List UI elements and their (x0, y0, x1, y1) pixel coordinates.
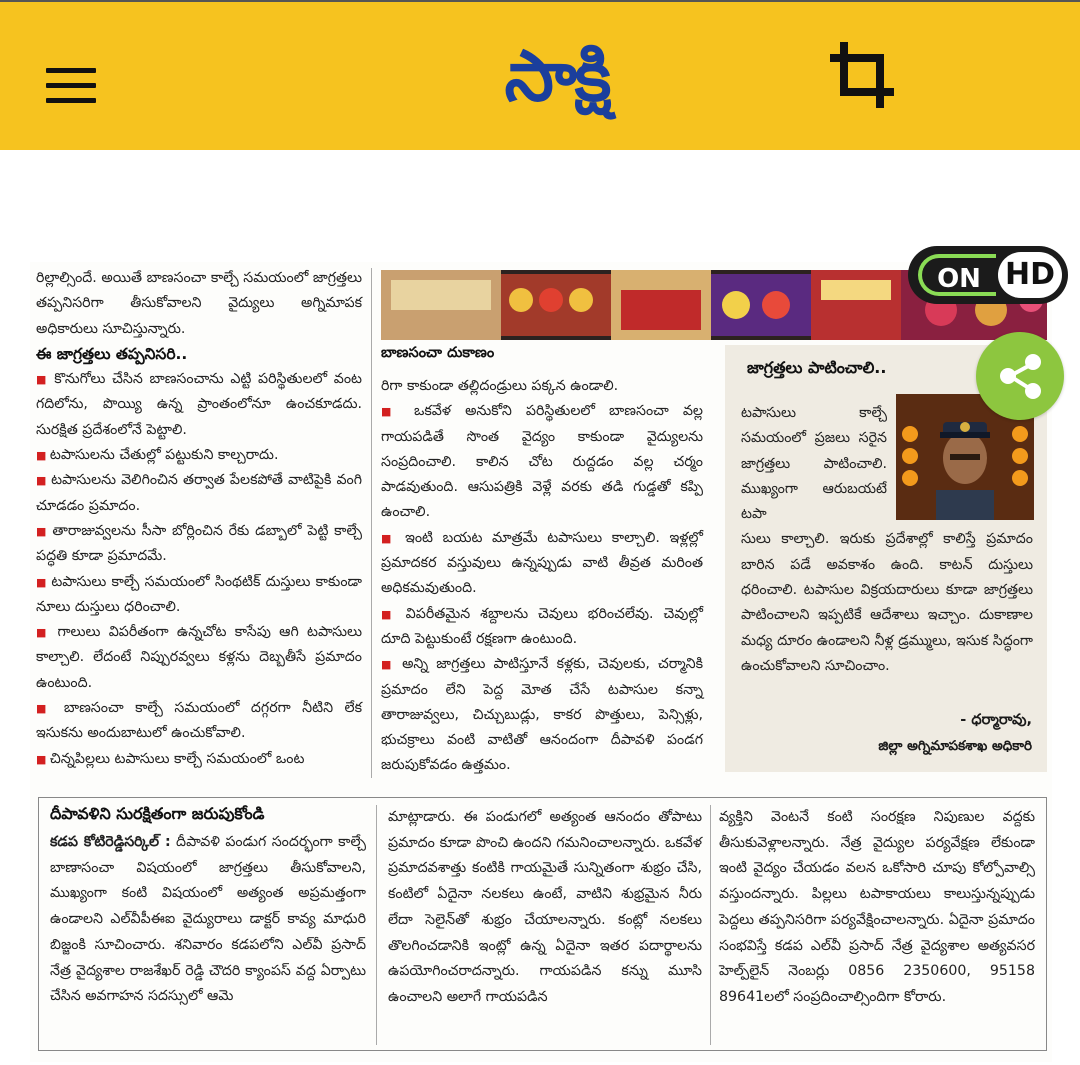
bottom-article-text: మాట్లాడారు. ఈ పండుగలో అత్యంత ఆనందం తోపాటు ప్రమాదం కూడా పొంచి ఉందని గమనించాలన్నారు. ఒకవేళ ప్రమాదవశాత్తు కంటికి గాయమైతే సున్నితంగా శుభ్రం చేసి, కంటిలో ఏదైనా నలకలు ఉంటే, వాటిని శుభ్రమైన నీరు లేదా సెలైన్‌తో శుభ్రం చేయాలన్నారు. కంట్లో నలకలు తొలగించడానికి ఇంట్లో ఉన్న ఏదైనా ఇతర పదార్థాలను ఉపయోగించరాదన్నారు. గాయపడిన కన్ను మూసి ఉంచాలని అలాగే గాయపడిన (388, 809, 702, 1005)
hamburger-menu-icon[interactable] (46, 66, 96, 106)
article-column-1 (36, 266, 362, 772)
list-item: ■ కొనుగోలు చేసిన బాణసంచాను ఎట్టి పరిస్థితులలో వంట గదిలోను, పొయ్యి ఉన్న ప్రాంతంలోనూ ఉంచకూడదు. సురక్షిత ప్రదేశంలోనే పెట్టాలి. (36, 367, 362, 443)
list-item: ■ అన్ని జాగ్రత్తలు పాటిస్తూనే కళ్లకు, చెవులకు, చర్మానికి ప్రమాదం లేని పెద్ద మోత చేసే టపాసుల కన్నా తారాజువ్వలు, చిచ్చుబుడ్లు, కాకర పొత్తులు, పెన్సిళ్లు, భుచక్రాలు వంటి వాటితో ఆనందంగా దీపావళి పండగ జరుపుకోవడం ఉత్తమం. (381, 652, 703, 778)
list-item: ■ ఇంటి బయట మాత్రమే టపాసులు కాల్చాలి. ఇళ్లల్లో ప్రమాదకర వస్తువులు ఉన్నప్పుడు వాటి తీవ్రత మరింత అధికమవుతుంది. (381, 526, 703, 602)
list-item: ■ టపాసులను వెలిగించిన తర్వాత పేలకపోతే వాటిపైకి వంగి చూడడం ప్రమాదం. (36, 468, 362, 519)
app-header (0, 0, 1080, 150)
bottom-article-text: దీపావళి పండుగ సందర్భంగా కాల్చే బాణాసంచా విషయంలో జాగ్రత్తలు తీసుకోవాలని, ముఖ్యంగా కంటి విషయంలో అత్యంత అప్రమత్తంగా ఉండాలని ఎల్‌వీపీఈఐ వైద్యురాలు డాక్టర్ కావ్య మాధురి బిజ్జంకి సూచించారు. శనివారం కడపలోని ఎల్‌వీ ప్రసాద్ నేత్ర వైద్యశాల రాజశేఖర్ రెడ్డి చౌదరి క్యాంపస్ వద్ద ఏర్పాటు చేసిన అవగాహన సదస్సులో ఆమె (50, 834, 366, 1005)
bottom-article-column-1 (50, 830, 366, 1010)
bottom-article-column-2 (388, 805, 702, 1011)
article-continuation: రిగా కాకుండా తల్లిదండ్రులు పక్కన ఉండాలి. (381, 378, 619, 394)
hd-toggle-on-label: ON (918, 254, 996, 296)
share-button[interactable] (976, 332, 1064, 420)
column-divider (371, 268, 372, 778)
crop-icon[interactable] (830, 42, 896, 108)
signature-name: - ధర్మారావు, (960, 712, 1032, 728)
list-item: ■ గాలులు విపరీతంగా ఉన్నచోట కాసేపు ఆగి టపాసులు కాల్చాలి. లేదంటే నిప్పురవ్వలు కళ్లను దెబ్బతీసే ప్రమాదం ఉంటుంది. (36, 620, 362, 696)
column-divider (376, 805, 377, 1045)
sidebar-text-bottom: సులు కాల్చాలి. ఇరుకు ప్రదేశాల్లో కాలిస్తే ప్రమాదం బారిన పడే అవకాశం ఉంది. కాటన్ దుస్తులు ధరించాలి. టపాసుల విక్రయదారులు కూడా జాగ్రత్తలు పాటించాలని ఇప్పటికే ఆదేశాలు ఇచ్చాం. దుకాణాల మధ్య దూరం ఉండాలని నీళ్ల డ్రమ్ములు, ఇసుక సిద్ధంగా ఉంచుకోవాలని సూచించాం. (741, 531, 1033, 674)
signature-role: జిల్లా అగ్నిమాపకశాఖ అధికారి (878, 738, 1032, 754)
bottom-article-text: వ్యక్తిని వెంటనే కంటి సంరక్షణ నిపుణుల వద్దకు తీసుకువెళ్లాలన్నారు. నేత్ర వైద్యుల పర్యవేక్షణ లేకుండా ఇంటి వైద్యం చేయడం వలన ఒకోసారి చూపు కోల్పోవాల్సి వస్తుందన్నారు. పిల్లలు టపాకాయలు కాలుస్తున్నప్పుడు పెద్దలు తప్పనిసరిగా పర్యవేక్షించాలన్నారు. ఏదైనా ప్రమాదం సంభవిస్తే కడప ఎల్‌వీ ప్రసాద్ నేత్ర వైద్యశాల అత్యవసర హెల్ప్‌లైన్ నెంబర్లు 0856 2350600, 95158 89641లలో సంప్రదించాల్సిందిగా కోరారు. (719, 809, 1035, 1005)
list-item: ■ ఒకవేళ అనుకోని పరిస్థితులలో బాణసంచా వల్ల గాయపడితే సొంత వైద్యం కాకుండా వైద్యులను సంప్రదించాలి. కాలిన చోట రుద్దడం వల్ల చర్మం పాడవుతుంది. ఆసుపత్రికి వెళ్లే వరకు తడి గుడ్డతో కప్పి ఉంచాలి. (381, 399, 703, 525)
article-intro: రిల్లాల్సిందే. అయితే బాణసంచా కాల్చే సమయంలో జాగ్రత్తలు తప్పనిసరిగా తీసుకోవాలని వైద్యులు అగ్నిమాపక అధికారులు సూచిస్తున్నారు. (36, 270, 362, 337)
share-icon (976, 332, 1064, 420)
bottom-article-column-3 (719, 805, 1035, 1011)
article-column-2 (381, 374, 703, 779)
list-item: ■ బాణసంచా కాల్చే సమయంలో దగ్గరగా నీటిని లేక ఇసుకను అందుబాటులో ఉంచుకోవాలి. (36, 696, 362, 747)
hd-toggle-hd-label: HD (998, 252, 1062, 298)
photo-caption: బాణసంచా దుకాణం (381, 345, 495, 361)
bottom-article-title: దీపావళిని సురక్షితంగా జరుపుకోండి (50, 804, 265, 823)
list-item: ■ తారాజువ్వలను సీసా బోర్లించిన రేకు డబ్బాలో పెట్టి కాల్చే పద్ధతి కూడా ప్రమాదమే. (36, 519, 362, 570)
column-divider (710, 805, 711, 1045)
sakshi-logo[interactable]: సాక్షి (504, 35, 610, 117)
list-item: ■ విపరీతమైన శబ్దాలను చెవులు భరించలేవు. చెవుల్లో దూది పెట్టుకుంటే రక్షణగా ఉంటుంది. (381, 602, 703, 653)
hd-toggle[interactable] (908, 246, 1068, 304)
dateline: కడప కోటిరెడ్డిసర్కిల్ : (50, 834, 171, 850)
section-heading: ఈ జాగ్రత్తలు తప్పనిసరి.. (36, 344, 188, 363)
list-item: ■ చిన్నపిల్లలు టపాసులు కాల్చే సమయంలో ఒంట (36, 747, 362, 772)
sidebar-text-top: టపాసులు కాల్చే సమయంలో ప్రజలు సరైన జాగ్రత్తలు పాటించాలి. ముఖ్యంగా ఆరుబయటే టపా (741, 405, 887, 523)
sidebar-title: జాగ్రత్తలు పాటించాలి.. (747, 358, 887, 377)
list-item: ■ టపాసులను చేతుల్లో పట్టుకుని కాల్చరాదు. (36, 443, 362, 468)
list-item: ■ టపాసులు కాల్చే సమయంలో సింథటిక్ దుస్తులు కాకుండా నూలు దుస్తులు ధరించాలి. (36, 570, 362, 621)
sidebar-text (741, 401, 1033, 679)
